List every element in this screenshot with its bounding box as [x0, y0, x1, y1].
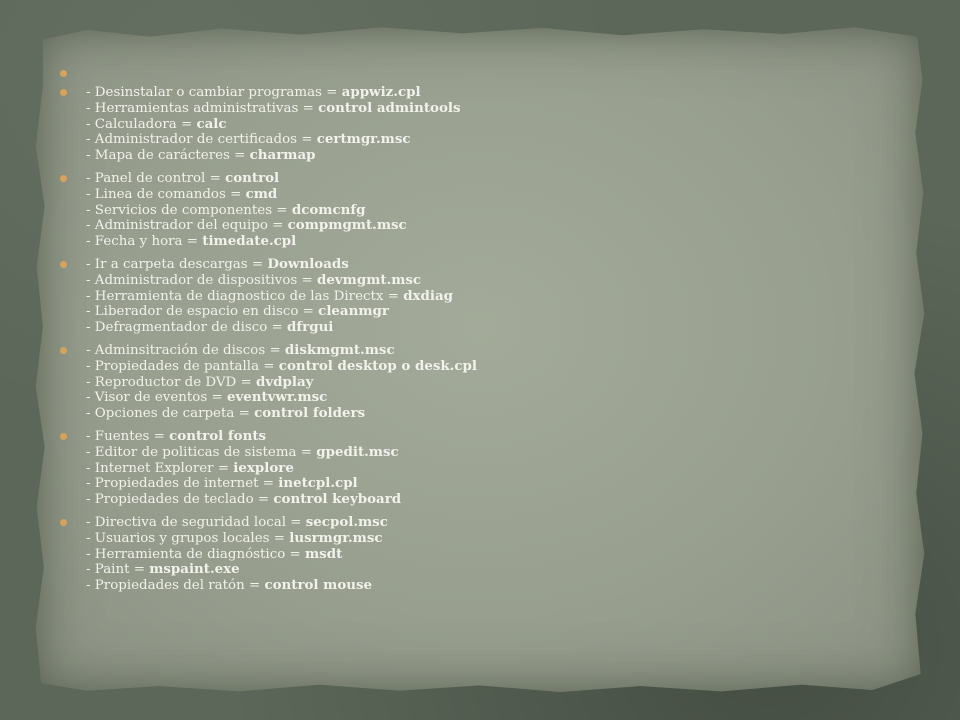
entry-command: control keyboard	[273, 491, 402, 508]
entry-command: msdt	[305, 545, 343, 562]
entry-label: - Fecha y hora =	[86, 234, 203, 250]
command-entry	[86, 320, 680, 336]
command-entry	[86, 375, 680, 391]
bullet-list	[60, 66, 680, 594]
entry-command: iexplore	[233, 459, 294, 476]
entry-command: control mouse	[264, 577, 373, 594]
command-list-content	[60, 66, 680, 601]
entry-command: dfrgui	[287, 319, 334, 336]
entry-label: - Administrador de certificados =	[86, 132, 317, 148]
entry-command: devmgmt.msc	[317, 271, 422, 288]
command-entry	[86, 85, 680, 101]
entry-command: cleanmgr	[318, 303, 389, 320]
command-entry	[86, 343, 680, 359]
entry-command: eventvwr.msc	[226, 389, 328, 406]
entry-label: - Propiedades de teclado =	[86, 492, 274, 508]
bullet-dot-icon	[60, 175, 67, 182]
entry-label: - Servicios de componentes =	[86, 202, 292, 218]
command-entry	[86, 547, 680, 563]
bullet-item	[60, 257, 680, 336]
entry-command: dxdiag	[403, 287, 454, 304]
bullet-item	[60, 515, 680, 594]
bullet-dot-icon	[60, 519, 67, 526]
bullet-dot-icon	[60, 433, 67, 440]
command-entry	[86, 304, 680, 320]
command-entry	[86, 218, 680, 234]
bullet-dot-icon	[60, 261, 67, 268]
bullet-item	[60, 343, 680, 422]
entry-command: control desktop o desk.cpl	[278, 357, 477, 374]
command-entry	[86, 492, 680, 508]
command-entry	[86, 117, 680, 133]
entry-label: - Administrador del equipo =	[86, 218, 288, 234]
entry-command: inetcpl.cpl	[278, 475, 358, 492]
command-entry	[86, 562, 680, 578]
entry-command: appwiz.cpl	[341, 84, 421, 100]
entry-label: - Linea de comandos =	[86, 186, 246, 202]
entry-label: - Desinstalar o cambiar programas =	[86, 85, 342, 100]
entry-command: secpol.msc	[305, 513, 388, 530]
command-entry	[86, 461, 680, 477]
entry-label: - Defragmentador de disco =	[86, 320, 288, 336]
entry-label: - Propiedades de internet =	[86, 476, 279, 492]
entry-command: control admintools	[318, 99, 461, 116]
entry-label: - Ir a carpeta descargas =	[86, 256, 268, 272]
entry-command: control fonts	[169, 427, 267, 444]
command-entry	[86, 257, 680, 273]
entry-label: - Propiedades del ratón =	[86, 578, 265, 594]
entry-command: dcomcnfg	[291, 201, 366, 218]
command-entry	[86, 171, 680, 187]
entry-command: Downloads	[267, 255, 349, 272]
entry-label: - Herramientas administrativas =	[86, 100, 319, 116]
entry-command: compmgmt.msc	[287, 217, 407, 234]
entry-command: lusrmgr.msc	[289, 529, 383, 546]
command-entry	[86, 531, 680, 547]
command-entry	[86, 429, 680, 445]
entry-label: - Fuentes =	[86, 428, 170, 444]
entry-command: diskmgmt.msc	[284, 341, 395, 358]
entry-label: - Directiva de seguridad local =	[86, 514, 306, 530]
command-entry	[86, 132, 680, 148]
entry-label: - Reproductor de DVD =	[86, 374, 257, 390]
entry-label: - Opciones de carpeta =	[86, 406, 255, 422]
entry-command: mspaint.exe	[149, 561, 240, 578]
bullet-item	[60, 171, 680, 250]
entry-label: - Calculadora =	[86, 116, 197, 132]
command-entry	[86, 406, 680, 422]
entry-label: - Administrador de dispositivos =	[86, 272, 318, 288]
entry-command: calc	[196, 115, 227, 132]
bullet-item	[60, 66, 680, 82]
bullet-dot-icon	[60, 70, 67, 77]
bullet-item	[60, 429, 680, 508]
command-entry	[86, 445, 680, 461]
command-entry	[86, 203, 680, 219]
entry-command: certmgr.msc	[316, 131, 411, 148]
command-entry	[86, 390, 680, 406]
entry-label: - Liberador de espacio en disco =	[86, 304, 319, 320]
entry-label: - Panel de control =	[86, 170, 226, 186]
entry-label: - Mapa de carácteres =	[86, 148, 250, 164]
entry-label: - Herramienta de diagnóstico =	[86, 546, 305, 562]
entry-label: - Usuarios y grupos locales =	[86, 530, 290, 546]
command-entry	[86, 187, 680, 203]
command-entry	[86, 578, 680, 594]
entry-command: dvdplay	[256, 373, 314, 390]
entry-command: gpedit.msc	[316, 443, 399, 460]
command-entry	[86, 289, 680, 305]
bullet-dot-icon	[60, 89, 67, 96]
entry-command: charmap	[249, 147, 316, 164]
command-entry	[86, 515, 680, 531]
command-entry	[86, 476, 680, 492]
command-entry	[86, 273, 680, 289]
command-entry	[86, 101, 680, 117]
entry-command: cmd	[245, 185, 278, 202]
bullet-item	[60, 85, 680, 164]
entry-label: - Propiedades de pantalla =	[86, 358, 279, 374]
entry-label: - Paint =	[86, 562, 150, 578]
bullet-dot-icon	[60, 347, 67, 354]
command-entry	[86, 148, 680, 164]
command-entry	[86, 359, 680, 375]
entry-command: control	[225, 169, 280, 186]
entry-label: - Visor de eventos =	[86, 390, 227, 406]
command-entry	[86, 234, 680, 250]
entry-command: timedate.cpl	[202, 233, 297, 250]
entry-label: - Internet Explorer =	[86, 460, 234, 476]
entry-label: - Herramienta de diagnostico de las Directx =	[86, 288, 404, 304]
entry-command: control folders	[254, 405, 366, 422]
entry-label: - Adminsitración de discos =	[86, 342, 285, 358]
entry-label: - Editor de politicas de sistema =	[86, 444, 317, 460]
